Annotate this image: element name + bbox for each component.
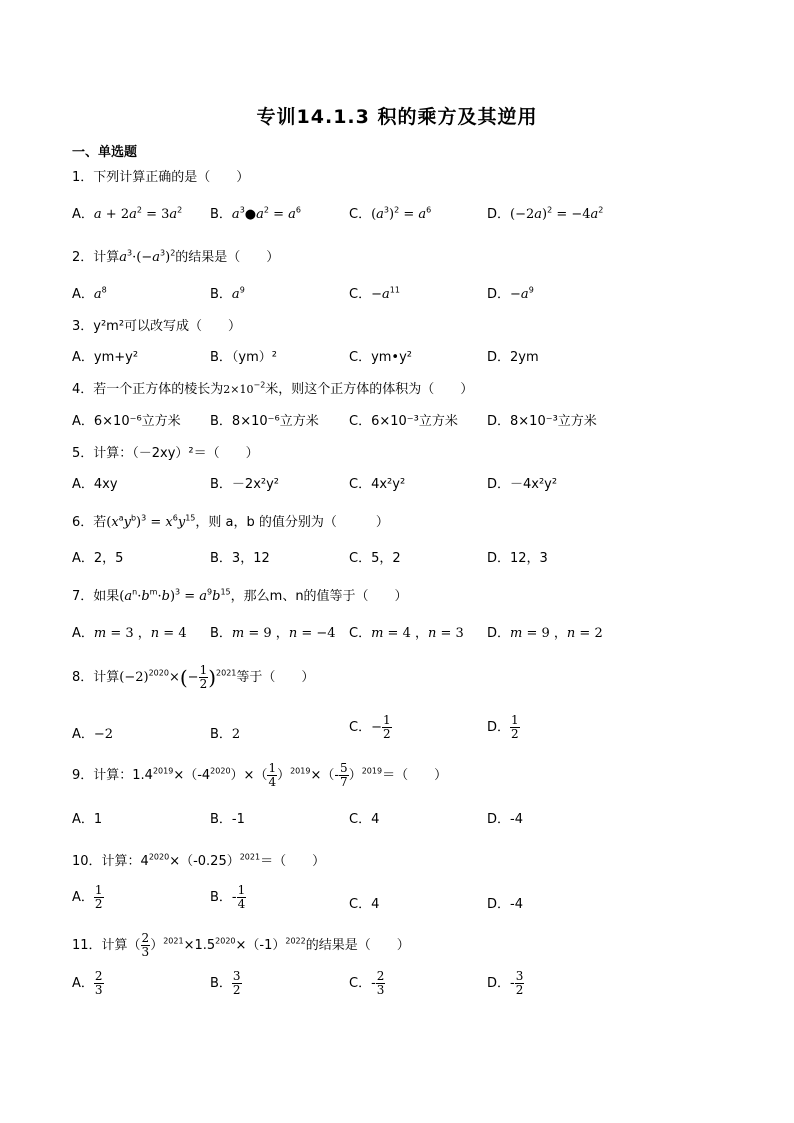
- q8-option-b[interactable]: B．2: [210, 727, 241, 742]
- q3-option-d[interactable]: D．2ym: [487, 350, 539, 365]
- q11-option-c[interactable]: C．- $\frac{2}{3}$: [349, 969, 385, 997]
- question-7: 7．如果$(a^n\cdot b^m\cdot b)^3 = a^9b^{15}$，那么m、n的值等于（ ）: [72, 587, 408, 604]
- question-3: 3．y²m²可以改写成（ ）: [72, 319, 242, 334]
- q7-option-a[interactable]: A．m = 3 ，n = 4: [72, 626, 187, 641]
- q8-option-d[interactable]: D． $\frac{1}{2}$: [487, 713, 519, 741]
- q4-option-a[interactable]: A．6×10⁻⁶立方米: [72, 414, 181, 429]
- q4-option-d[interactable]: D．8×10⁻³立方米: [487, 414, 597, 429]
- q1-option-d[interactable]: D．$(-2a)^2 = -4a^2$: [487, 205, 604, 222]
- q4-option-b[interactable]: B．8×10⁻⁶立方米: [210, 414, 319, 429]
- q8-option-c[interactable]: C．− $\frac{1}{2}$: [349, 713, 391, 741]
- q2-option-a[interactable]: A．$a^8$: [72, 285, 107, 302]
- q1-option-a[interactable]: A．$a + 2a^2 = 3a^2$: [72, 205, 183, 222]
- q8-option-a[interactable]: A．−2: [72, 727, 114, 742]
- question-9: 9．计算：$1.4^{2019}\times(-4^{2020})\times$（ $\frac{1}{4}$ ）$^{2019}$×（- $\frac{5}{7}$ ）$^{2019}$＝（ ）: [72, 761, 448, 789]
- q9-option-c[interactable]: C．4: [349, 812, 380, 827]
- page-title: 专训14.1.3 积的乘方及其逆用: [256, 106, 538, 128]
- question-8: 8．计算$(-2)^{2020}\times(-$ $\frac{1}{2}$ )$^{2021}$等于（ ）: [72, 663, 315, 691]
- q1-option-c[interactable]: C．$(a^3)^2 = a^6$: [349, 205, 432, 222]
- q3-option-a[interactable]: A．ym+y²: [72, 350, 139, 365]
- q3-option-b[interactable]: B．（ym）²: [210, 350, 277, 365]
- q11-option-d[interactable]: D．- $\frac{3}{2}$: [487, 969, 524, 997]
- question-11: 11．计算（ $\frac{2}{3}$ ）$^{2021}\times 1.5^{2020}\times(-1)^{2022}$的结果是（ ）: [72, 931, 410, 959]
- q2-option-c[interactable]: C．$-a^{11}$: [349, 285, 400, 302]
- q5-option-d[interactable]: D．－4x²y²: [487, 477, 558, 492]
- q2-option-d[interactable]: D．$-a^9$: [487, 285, 534, 302]
- q7-option-c[interactable]: C．m = 4 ，n = 3: [349, 626, 464, 641]
- q11-option-a[interactable]: A． $\frac{2}{3}$: [72, 969, 103, 997]
- q9-option-d[interactable]: D．-4: [487, 812, 523, 827]
- q7-option-d[interactable]: D．m = 9 ，n = 2: [487, 626, 603, 641]
- question-10: 10．计算：$4^{2020}\times(-0.25)^{2021}=$（ ）: [72, 852, 326, 869]
- q10-option-a[interactable]: A． $\frac{1}{2}$: [72, 883, 103, 911]
- q9-option-a[interactable]: A．1: [72, 812, 103, 827]
- q11-option-b[interactable]: B． $\frac{3}{2}$: [210, 969, 241, 997]
- q5-option-a[interactable]: A．4xy: [72, 477, 118, 492]
- question-1: 1．下列计算正确的是（ ）: [72, 170, 250, 185]
- q9-option-b[interactable]: B．-1: [210, 812, 245, 827]
- question-2: 2．计算$a^3\cdot(-a^3)^2$的结果是（ ）: [72, 248, 280, 265]
- q7-option-b[interactable]: B．m = 9 ，n = −4: [210, 626, 336, 641]
- q3-option-c[interactable]: C．ym•y²: [349, 350, 413, 365]
- q1-option-b[interactable]: B．$a^3●a^2 = a^6$: [210, 205, 302, 222]
- q6-option-d[interactable]: D．12，3: [487, 551, 548, 566]
- section-heading: 一、单选题: [72, 145, 138, 160]
- q6-option-c[interactable]: C．5，2: [349, 551, 401, 566]
- question-5: 5．计算：（－2xy）²＝（ ）: [72, 446, 259, 461]
- q6-option-b[interactable]: B．3，12: [210, 551, 270, 566]
- q2-option-b[interactable]: B．$a^9$: [210, 285, 245, 302]
- q5-option-b[interactable]: B．－2x²y²: [210, 477, 279, 492]
- q10-option-b[interactable]: B．- $\frac{1}{4}$: [210, 883, 246, 911]
- q4-option-c[interactable]: C．6×10⁻³立方米: [349, 414, 458, 429]
- q6-option-a[interactable]: A．2，5: [72, 551, 124, 566]
- question-4: 4．若一个正方体的棱长为$2\times 10^{-2}$米，则这个正方体的体积为（ ）: [72, 380, 474, 397]
- q10-option-d[interactable]: D．-4: [487, 897, 523, 912]
- question-6: 6．若$(x^ay^b)^3 = x^6y^{15}$，则 a，b 的值分别为（ ）: [72, 513, 389, 530]
- q5-option-c[interactable]: C．4x²y²: [349, 477, 406, 492]
- q10-option-c[interactable]: C．4: [349, 897, 380, 912]
